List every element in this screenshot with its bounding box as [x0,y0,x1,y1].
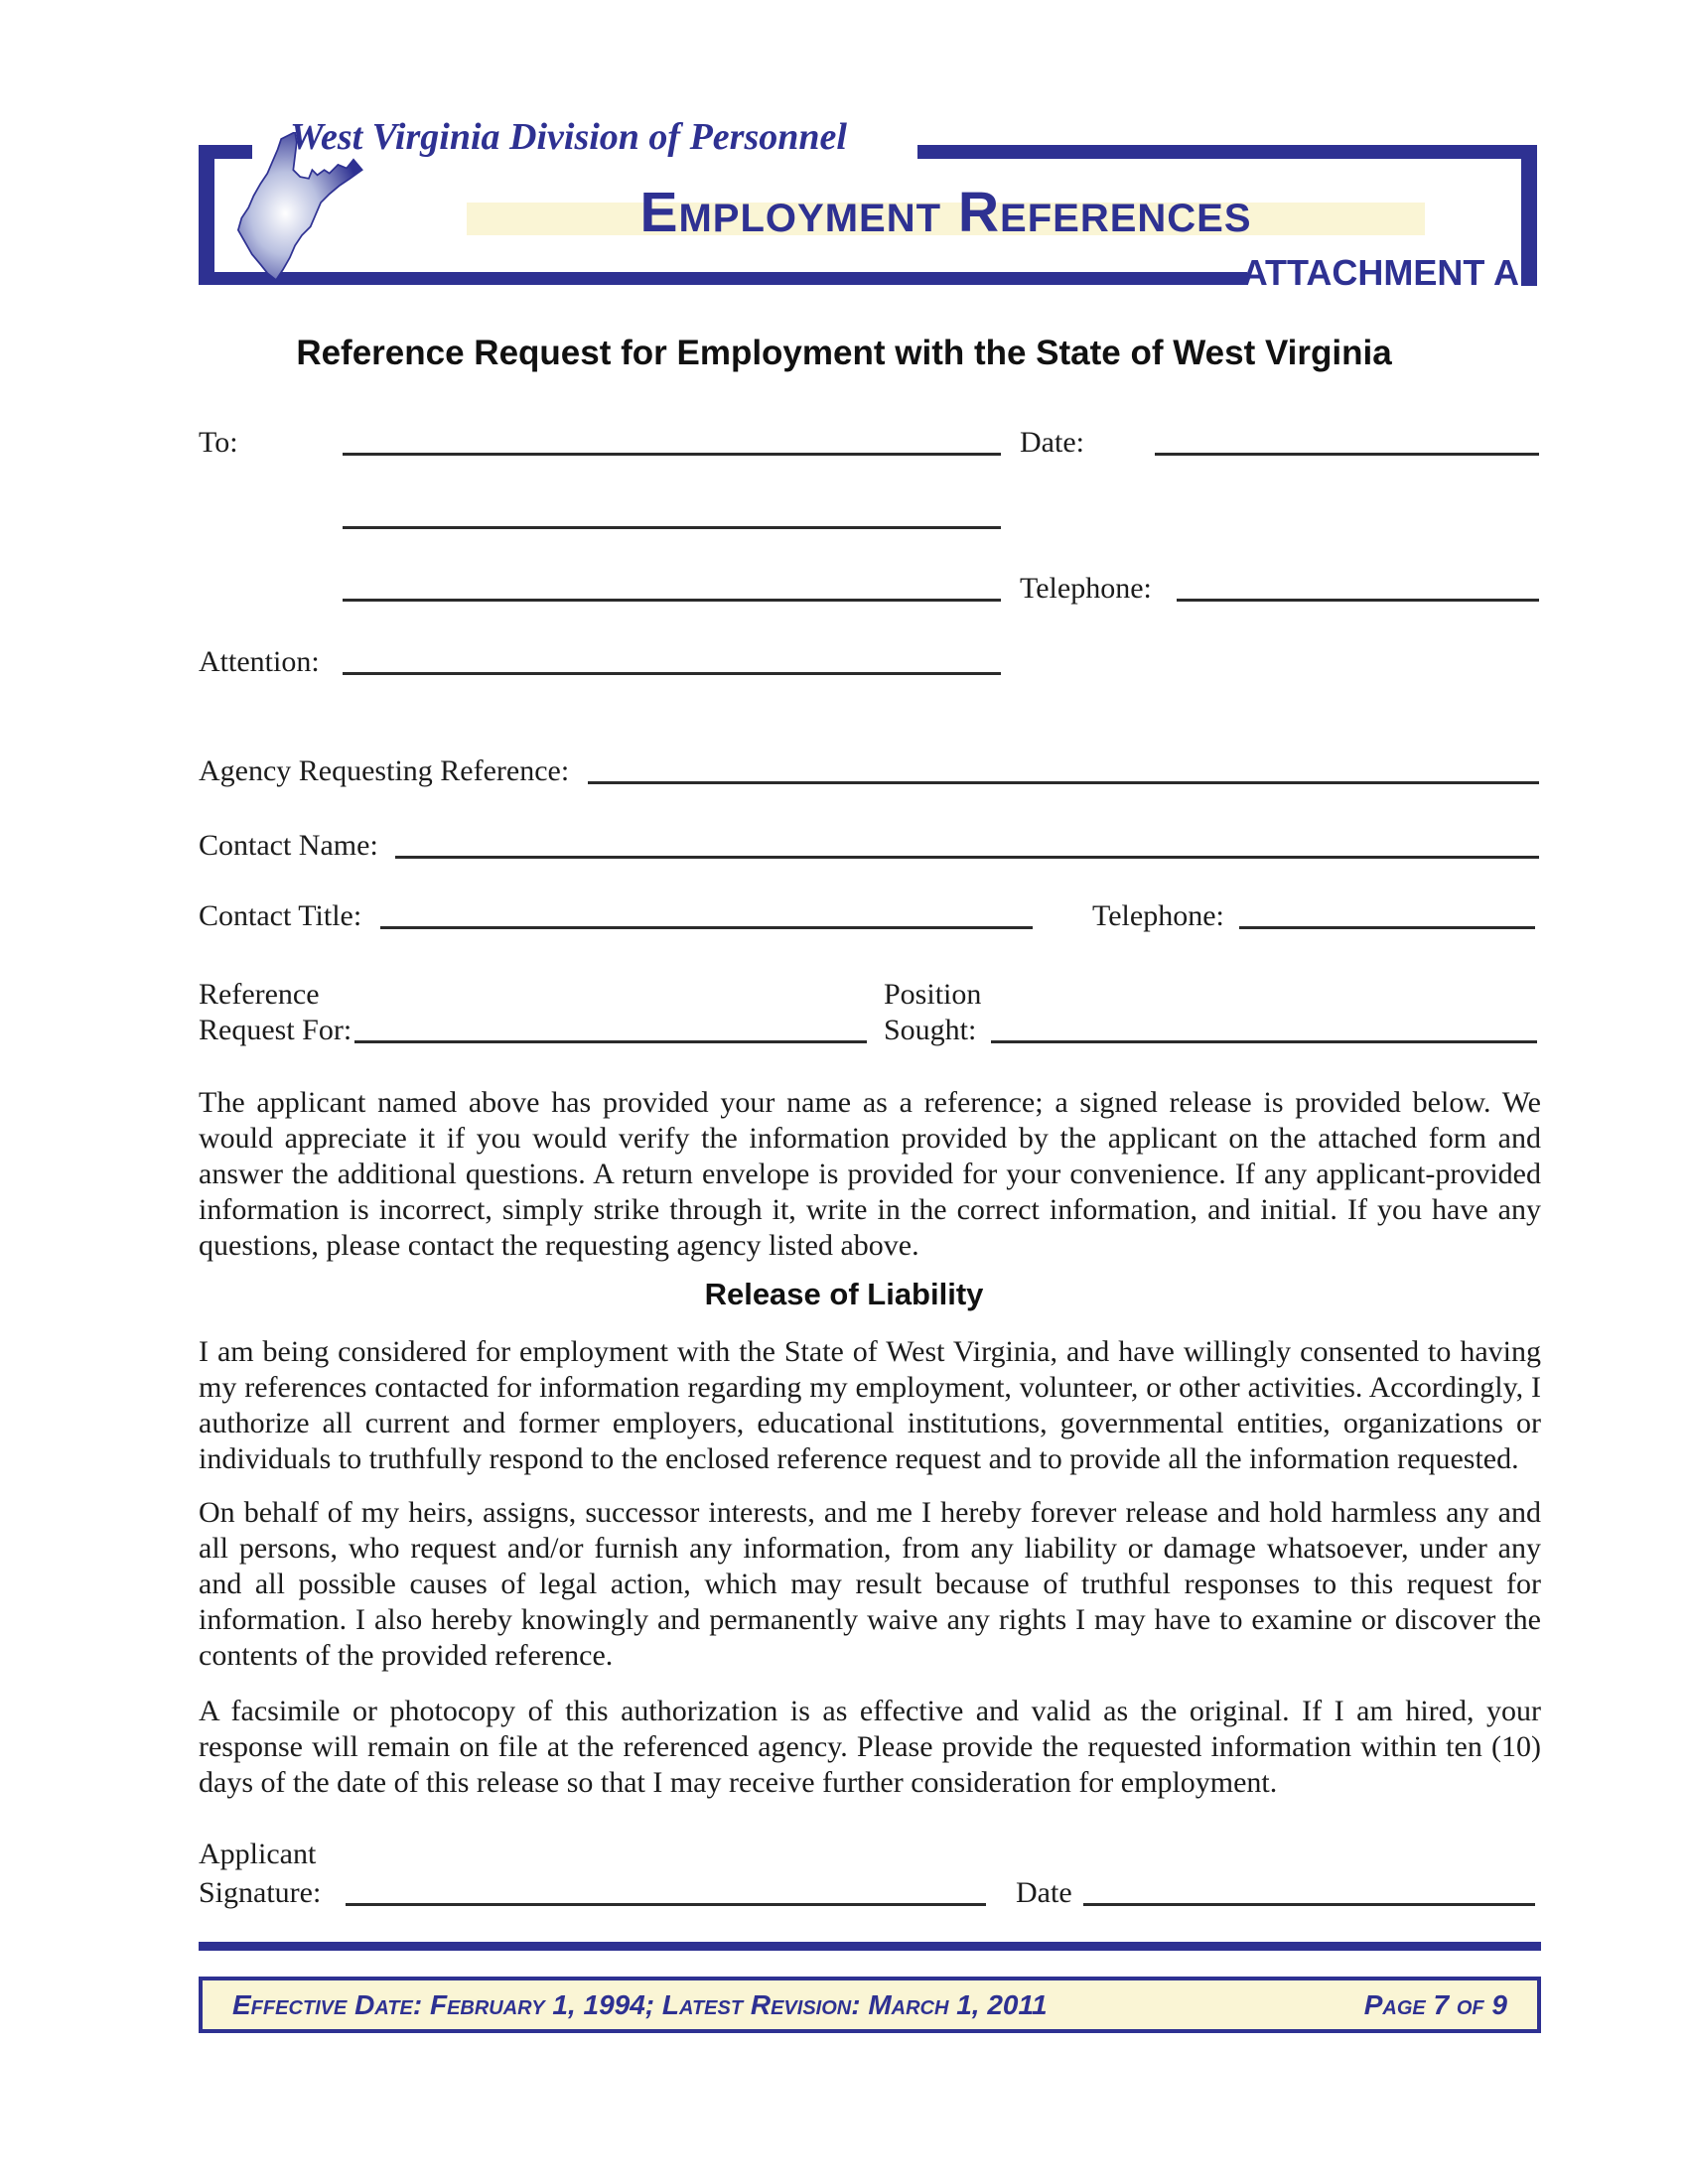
attention-line [343,672,1001,675]
release-paragraph-1: I am being considered for employment with the State of West Virginia, and have willingly consented to having my references contacted for information regarding my employment, volunteer, or other activities. Accordingly, I authorize all current and former employers, educational institutions, governmental entities, organizations or individuals to truthfully respond to the enclosed reference request and to provide all the information requested. [199,1335,1541,1475]
footer-revision-text: Effective Date: February 1, 1994; Latest Revision: March 1, 2011 [232,1988,1048,2020]
reference-label-line1: Reference [199,978,320,1011]
reference-label-line2: Request For: [199,1014,352,1046]
footer-box [199,1977,1541,2033]
position-sought-line [991,1040,1537,1043]
contact-title-line [380,926,1033,929]
header-frame-right-bar [1521,145,1537,286]
header-frame-top-bar [917,145,1537,159]
applicant-signature-line [346,1903,986,1906]
position-label-line1: Position [884,978,982,1011]
date-line [1155,453,1539,456]
contact-name-label: Contact Name: [199,829,378,862]
signature-date-line [1083,1903,1535,1906]
telephone-line [1177,599,1539,602]
intro-paragraph: The applicant named above has provided your name as a reference; a signed release is provided below. We would appreciate it if you would verify the information provided by the applicant on the attached form and answer the additional questions. A return envelope is provided for your convenience. If any applicant-provided information is incorrect, simply strike through it, write in the correct information, and initial. If you have any questions, please contact the requesting agency listed above. [199,1086,1541,1262]
signature-date-label: Date [1016,1876,1072,1909]
applicant-label-line2: Signature: [199,1876,322,1909]
position-label-line2: Sought: [884,1014,977,1046]
form-title: Reference Request for Employment with the State of West Virginia [296,334,1392,372]
date-label: Date: [1020,426,1084,459]
attention-label: Attention: [199,645,320,678]
footer-divider-rule [199,1942,1541,1951]
telephone-label: Telephone: [1020,572,1152,605]
to-line-2 [343,526,1001,529]
doc-title: Employment References [639,181,1252,244]
contact-name-line [395,856,1539,859]
footer-page-number: Page 7 of 9 [1363,1988,1507,2020]
to-line-3 [343,599,1001,602]
contact-telephone-label: Telephone: [1092,899,1224,932]
contact-title-label: Contact Title: [199,899,362,932]
org-title: West Virginia Division of Personnel [290,116,847,158]
to-line-1 [343,453,1001,456]
agency-line [588,781,1539,784]
applicant-label-line1: Applicant [199,1838,317,1870]
to-label: To: [199,426,238,459]
contact-telephone-line [1239,926,1535,929]
release-heading: Release of Liability [704,1277,984,1311]
release-paragraph-2: On behalf of my heirs, assigns, successor interests, and me I hereby forever release and hold harmless any and all persons, who request and/or furnish any information, from any liability or damage whatsoever, under any and all possible causes of legal action, which may result because of truthful responses to this request for information. I also hereby knowingly and permanently waive any rights I may have to examine or discover the contents of the provided reference. [199,1496,1541,1672]
attachment-label: ATTACHMENT A [1241,252,1519,293]
reference-request-line [354,1040,867,1043]
agency-label: Agency Requesting Reference: [199,754,570,787]
release-paragraph-3: A facsimile or photocopy of this authorization is as effective and valid as the original. If I am hired, your response will remain on file at the referenced agency. Please provide the requested information within ten (10) days of the date of this release so that I may receive further consideration for employment. [199,1695,1541,1799]
